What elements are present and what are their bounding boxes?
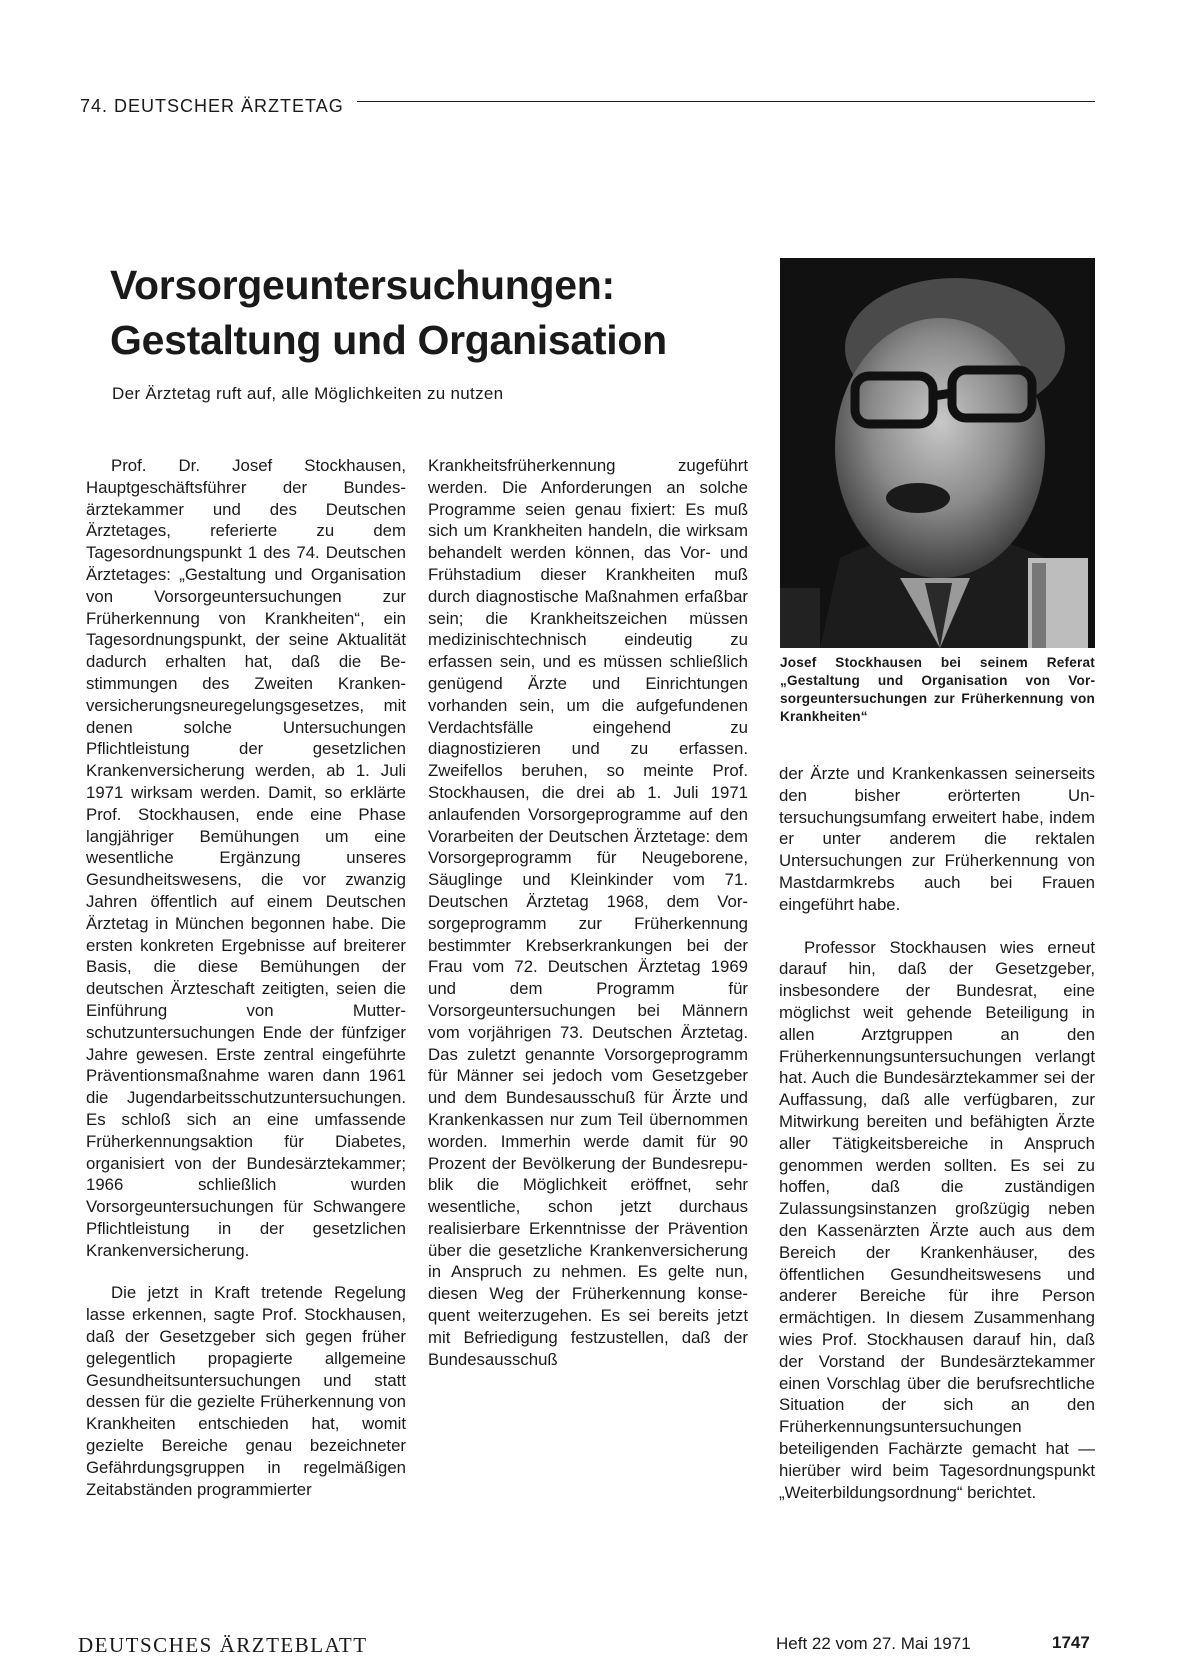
article-subtitle: Der Ärztetag ruft auf, alle Möglichkeiten zu nutzen xyxy=(112,384,504,403)
headline-line-2: Gestaltung und Organisation xyxy=(110,317,667,363)
body-paragraph-2: Die jetzt in Kraft tretende Regelung lasse erkennen, sagte Prof. Stockhausen, daß der Gesetzgeber sich gegen früher gelegentlich propagierte allgemeine Gesundheitsuntersuchungen und statt dessen für die gezielte Früherkennung von Krankheiten entschieden hat, womit gezielte Bereiche genau bezeichneter Gefährdungsgruppen in regelmäßigen Zeitabständen programmierter xyxy=(86,1283,406,1499)
speaker-photo xyxy=(780,258,1095,648)
speaker-portrait-illustration xyxy=(780,258,1095,648)
body-paragraph-3: der Ärzte und Krankenkassen seinerseits den bisher erörterten Untersuchungsumfang erweitert habe, indem er unter anderem die rektalen Untersuchungen zur Früherkennung von Mastdarmkrebs auch bei Frauen eingeführt habe. xyxy=(779,764,1095,914)
photo-caption: Josef Stockhausen bei seinem Referat „Gestaltung und Organisation von Vorsorgeuntersuchungen zur Früherkennung von Krankheiten“ xyxy=(780,655,1095,724)
article-column-2 xyxy=(428,455,748,1370)
article-column-3 xyxy=(779,763,1095,1503)
headline-line-1: Vorsorgeuntersuchungen: xyxy=(110,262,615,308)
body-paragraph-2-continued: Krankheitsfrüherkennung zugeführt werden. Die Anforderungen an solche Programme seien genau fixiert: Es muß sich um Krankheiten handeln, die wirksam behandelt werden können, das Vor- und Frühstadium dieser Krankheiten muß durch diagnostische Maßnahmen erfaßbar sein; die Krankheitszeichen müssen medizinischtechnisch eindeutig zu erfassen sein, und es müssen schließlich genügend Ärzte und Einrichtungen vorhanden sein, um die aufgefundenen Verdachtsfälle eingehend zu diagnostizieren und zu erfassen. Zweifellos beruhen, so meinte Prof. Stockhausen, die drei ab 1. Juli 1971 anlaufenden Vorsorgeprogramme auf den Vorarbeiten der Deutschen Ärztetage: dem Vorsorgeprogramm für Neugeborene, Säuglinge und Kleinkinder vom 71. Deutschen Ärztetag 1968, dem Vorsorgeprogramm zur Früherkennung bestimmter Krebserkrankungen bei der Frau vom 72. Deutschen Ärztetag 1969 und dem Programm für Vorsorgeuntersuchungen bei Männern vom vorjährigen 73. Deutschen Ärztetag. Das zuletzt genannte Vorsorgeprogramm für Männer sei jedoch vom Gesetzgeber und dem Bundesausschuß für Ärzte und Krankenkassen nur zum Teil übernommen worden. Immerhin werde damit für 90 Prozent der Bevölkerung der Bundesrepublik die Möglichkeit eröffnet, sehr wesentliche, schon jetzt durchaus realisierbare Erkenntnisse der Prävention über die gesetzliche Krankenversicherung in Anspruch zu nehmen. Es gelte nun, diesen Weg der Früherkennung konsequent weiterzugehen. Es sei bereits jetzt mit Befriedigung festzustellen, daß der Bundesausschuß xyxy=(428,456,748,1369)
body-paragraph-4: Professor Stockhausen wies erneut darauf hin, daß der Gesetzgeber, insbesondere der Bundesrat, eine möglichst weit gehende Beteiligung in allen Arztgruppen an den Früherkennungsuntersuchungen verlangt hat. Auch die Bundesärztekammer sei der Auffassung, daß alle verfügbaren, zur Mitwirkung bereiten und befähigten Ärzte aller Tätigkeitsbereiche in Anspruch genommen werden sollten. Es sei zu hoffen, daß die zuständigen Zulassungsinstanzen großzügig neben den Kassenärzten Ärzte auch aus dem Bereich der Krankenhäuser, des öffentlichen Gesundheitswesens und anderer Bereiche für ihre Person ermächtigen. In diesem Zusammenhang wies Prof. Stockhausen darauf hin, daß der Vorstand der Bundesärztekammer einen Vorschlag über die berufsrechtliche Situation der sich an den Früherkennungsuntersuchungen beteiligenden Fachärzte gemacht hat — hierüber wird beim Tagesordnungspunkt „Weiterbildungsordnung“ berichtet. xyxy=(779,937,1095,1502)
body-paragraph-1: Prof. Dr. Josef Stockhausen, Hauptgeschäftsführer der Bundesärztekammer und des Deutschen Ärztetages, referierte zu dem Tagesordnungspunkt 1 des 74. Deutschen Ärztetages: „Gestaltung und Organisation von Vorsorgeuntersuchungen zur Früherkennung von Krankheiten“, ein Tagesordnungspunkt, der seine Aktualität dadurch erhalten hat, daß die Bestimmungen des Zweiten Krankenversicherungsneuregelungsgesetzes, mit denen solche Untersuchungen Pflichtleistung der gesetzlichen Krankenversicherung werden, ab 1. Juli 1971 wirksam werden. Damit, so erklärte Prof. Stockhausen, ende eine Phase langjähriger Bemühungen um eine wesentliche Ergänzung unseres Gesundheitswesens, die vor zwanzig Jahren öffentlich auf einem Deutschen Ärztetag in München begonnen habe. Die ersten konkreten Ergebnisse auf breiterer Basis, die diese Bemühungen der deutschen Ärzteschaft zeitigten, seien die Einführung von Mutterschutzuntersuchungen Ende der fünfziger Jahre gewesen. Erste zentral eingeführte Präventionsmaßnahme waren dann 1961 die Jugendarbeitsschutzuntersuchungen. Es schloß sich an eine umfassende Früherkennungsaktion für Diabetes, organisiert von der Bundesärztekammer; 1966 schließlich wurden Vorsorgeuntersuchungen für Schwangere Pflichtleistung in der gesetzlichen Krankenversicherung. xyxy=(86,456,406,1260)
article-column-1 xyxy=(86,455,406,1500)
issue-date: Heft 22 vom 27. Mai 1971 xyxy=(776,1634,971,1653)
article-headline xyxy=(110,258,750,368)
page-number: 1747 xyxy=(1052,1633,1090,1652)
publication-name: DEUTSCHES ÄRZTEBLATT xyxy=(78,1633,368,1657)
section-label: 74. DEUTSCHER ÄRZTETAG xyxy=(80,96,344,116)
header-rule xyxy=(357,101,1095,102)
